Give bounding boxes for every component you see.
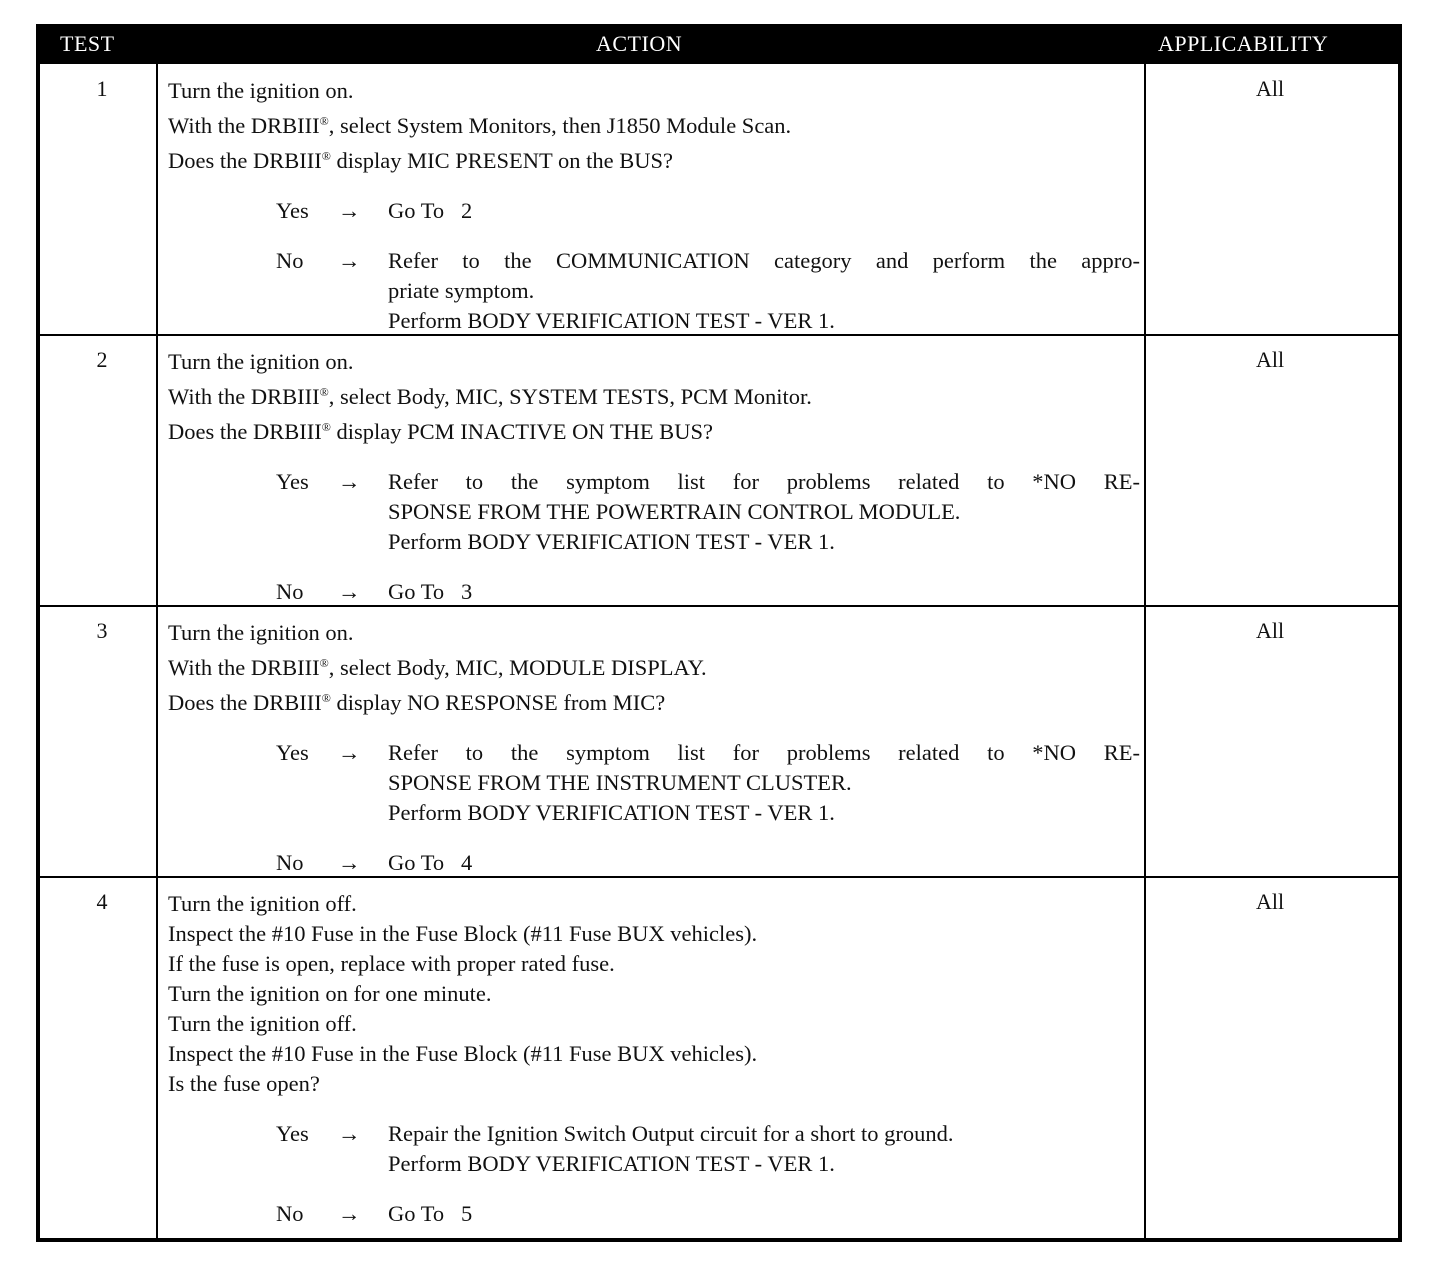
yes-branch xyxy=(276,1119,1148,1179)
branch-line: Perform BODY VERIFICATION TEST - VER 1. xyxy=(388,1151,835,1176)
arrow-right-icon: → xyxy=(338,198,361,223)
branch-line: Go To 2 xyxy=(388,198,473,223)
no-label: No xyxy=(276,579,304,604)
action-cell xyxy=(168,889,1148,1229)
applicability: All xyxy=(1255,76,1285,101)
action-step: With the DRBIII®, select Body, MIC, MODULE DISPLAY. xyxy=(168,655,707,680)
yes-branch xyxy=(276,196,1148,226)
arrow-right-icon: → xyxy=(338,1121,361,1146)
header-test: TEST xyxy=(60,31,115,56)
action-step: Inspect the #10 Fuse in the Fuse Block (#11 Fuse BUX vehicles). xyxy=(168,921,758,946)
branch-line: Repair the Ignition Switch Output circuit for a short to ground. xyxy=(388,1121,954,1146)
branch-line: Perform BODY VERIFICATION TEST - VER 1. xyxy=(388,529,835,554)
branch-line: Perform BODY VERIFICATION TEST - VER 1. xyxy=(388,308,835,333)
yes-branch xyxy=(276,738,1148,828)
branch-line: priate symptom. xyxy=(388,278,535,303)
branch-line: Perform BODY VERIFICATION TEST - VER 1. xyxy=(388,800,835,825)
action-cell xyxy=(168,76,1148,336)
yes-label: Yes xyxy=(276,1121,309,1146)
no-label: No xyxy=(276,1201,304,1226)
action-cell xyxy=(168,347,1148,607)
test-number: 4 xyxy=(96,889,108,914)
no-branch xyxy=(276,1199,1148,1229)
branch-line: Refer to the symptom list for problems related to *NO RE- xyxy=(388,469,1140,494)
action-step: Does the DRBIII® display PCM INACTIVE ON THE BUS? xyxy=(168,419,713,444)
action-step: Is the fuse open? xyxy=(168,1071,320,1096)
action-step: With the DRBIII®, select System Monitors, then J1850 Module Scan. xyxy=(168,113,792,138)
branch-line: Refer to the COMMUNICATION category and perform the appro- xyxy=(388,248,1140,273)
test-number: 1 xyxy=(96,76,108,101)
column-divider xyxy=(156,64,158,1238)
no-branch xyxy=(276,848,1148,878)
yes-branch xyxy=(276,467,1148,557)
yes-label: Yes xyxy=(276,198,309,223)
branch-line: Go To 5 xyxy=(388,1201,473,1226)
branch-line: Go To 3 xyxy=(388,579,473,604)
no-branch xyxy=(276,246,1148,336)
no-branch xyxy=(276,577,1148,607)
header-applicability: APPLICABILITY xyxy=(1158,31,1329,56)
branch-line: Go To 4 xyxy=(388,850,473,875)
branch-line: SPONSE FROM THE INSTRUMENT CLUSTER. xyxy=(388,770,852,795)
applicability: All xyxy=(1255,347,1285,372)
table-header xyxy=(36,24,1402,64)
applicability: All xyxy=(1255,889,1285,914)
header-action: ACTION xyxy=(596,31,683,56)
action-step: Inspect the #10 Fuse in the Fuse Block (#11 Fuse BUX vehicles). xyxy=(168,1041,758,1066)
action-cell xyxy=(168,618,1148,878)
action-step: Turn the ignition off. xyxy=(168,891,357,916)
no-label: No xyxy=(276,850,304,875)
branch-line: SPONSE FROM THE POWERTRAIN CONTROL MODULE. xyxy=(388,499,961,524)
arrow-right-icon: → xyxy=(338,579,361,604)
action-step: Turn the ignition on. xyxy=(168,620,354,645)
arrow-right-icon: → xyxy=(338,248,361,273)
action-step: Turn the ignition on for one minute. xyxy=(168,981,492,1006)
action-step: Does the DRBIII® display NO RESPONSE from MIC? xyxy=(168,690,666,715)
action-step: Turn the ignition on. xyxy=(168,78,354,103)
test-number: 3 xyxy=(96,618,108,643)
branch-line: Refer to the symptom list for problems related to *NO RE- xyxy=(388,740,1140,765)
action-step: Does the DRBIII® display MIC PRESENT on the BUS? xyxy=(168,148,673,173)
arrow-right-icon: → xyxy=(338,850,361,875)
applicability: All xyxy=(1255,618,1285,643)
action-step: Turn the ignition off. xyxy=(168,1011,357,1036)
action-step: Turn the ignition on. xyxy=(168,349,354,374)
arrow-right-icon: → xyxy=(338,469,361,494)
diagnostic-table xyxy=(36,24,1402,1242)
yes-label: Yes xyxy=(276,740,309,765)
action-step: With the DRBIII®, select Body, MIC, SYSTEM TESTS, PCM Monitor. xyxy=(168,384,812,409)
arrow-right-icon: → xyxy=(338,740,361,765)
action-step: If the fuse is open, replace with proper rated fuse. xyxy=(168,951,615,976)
test-number: 2 xyxy=(96,347,108,372)
arrow-right-icon: → xyxy=(338,1201,361,1226)
yes-label: Yes xyxy=(276,469,309,494)
no-label: No xyxy=(276,248,304,273)
